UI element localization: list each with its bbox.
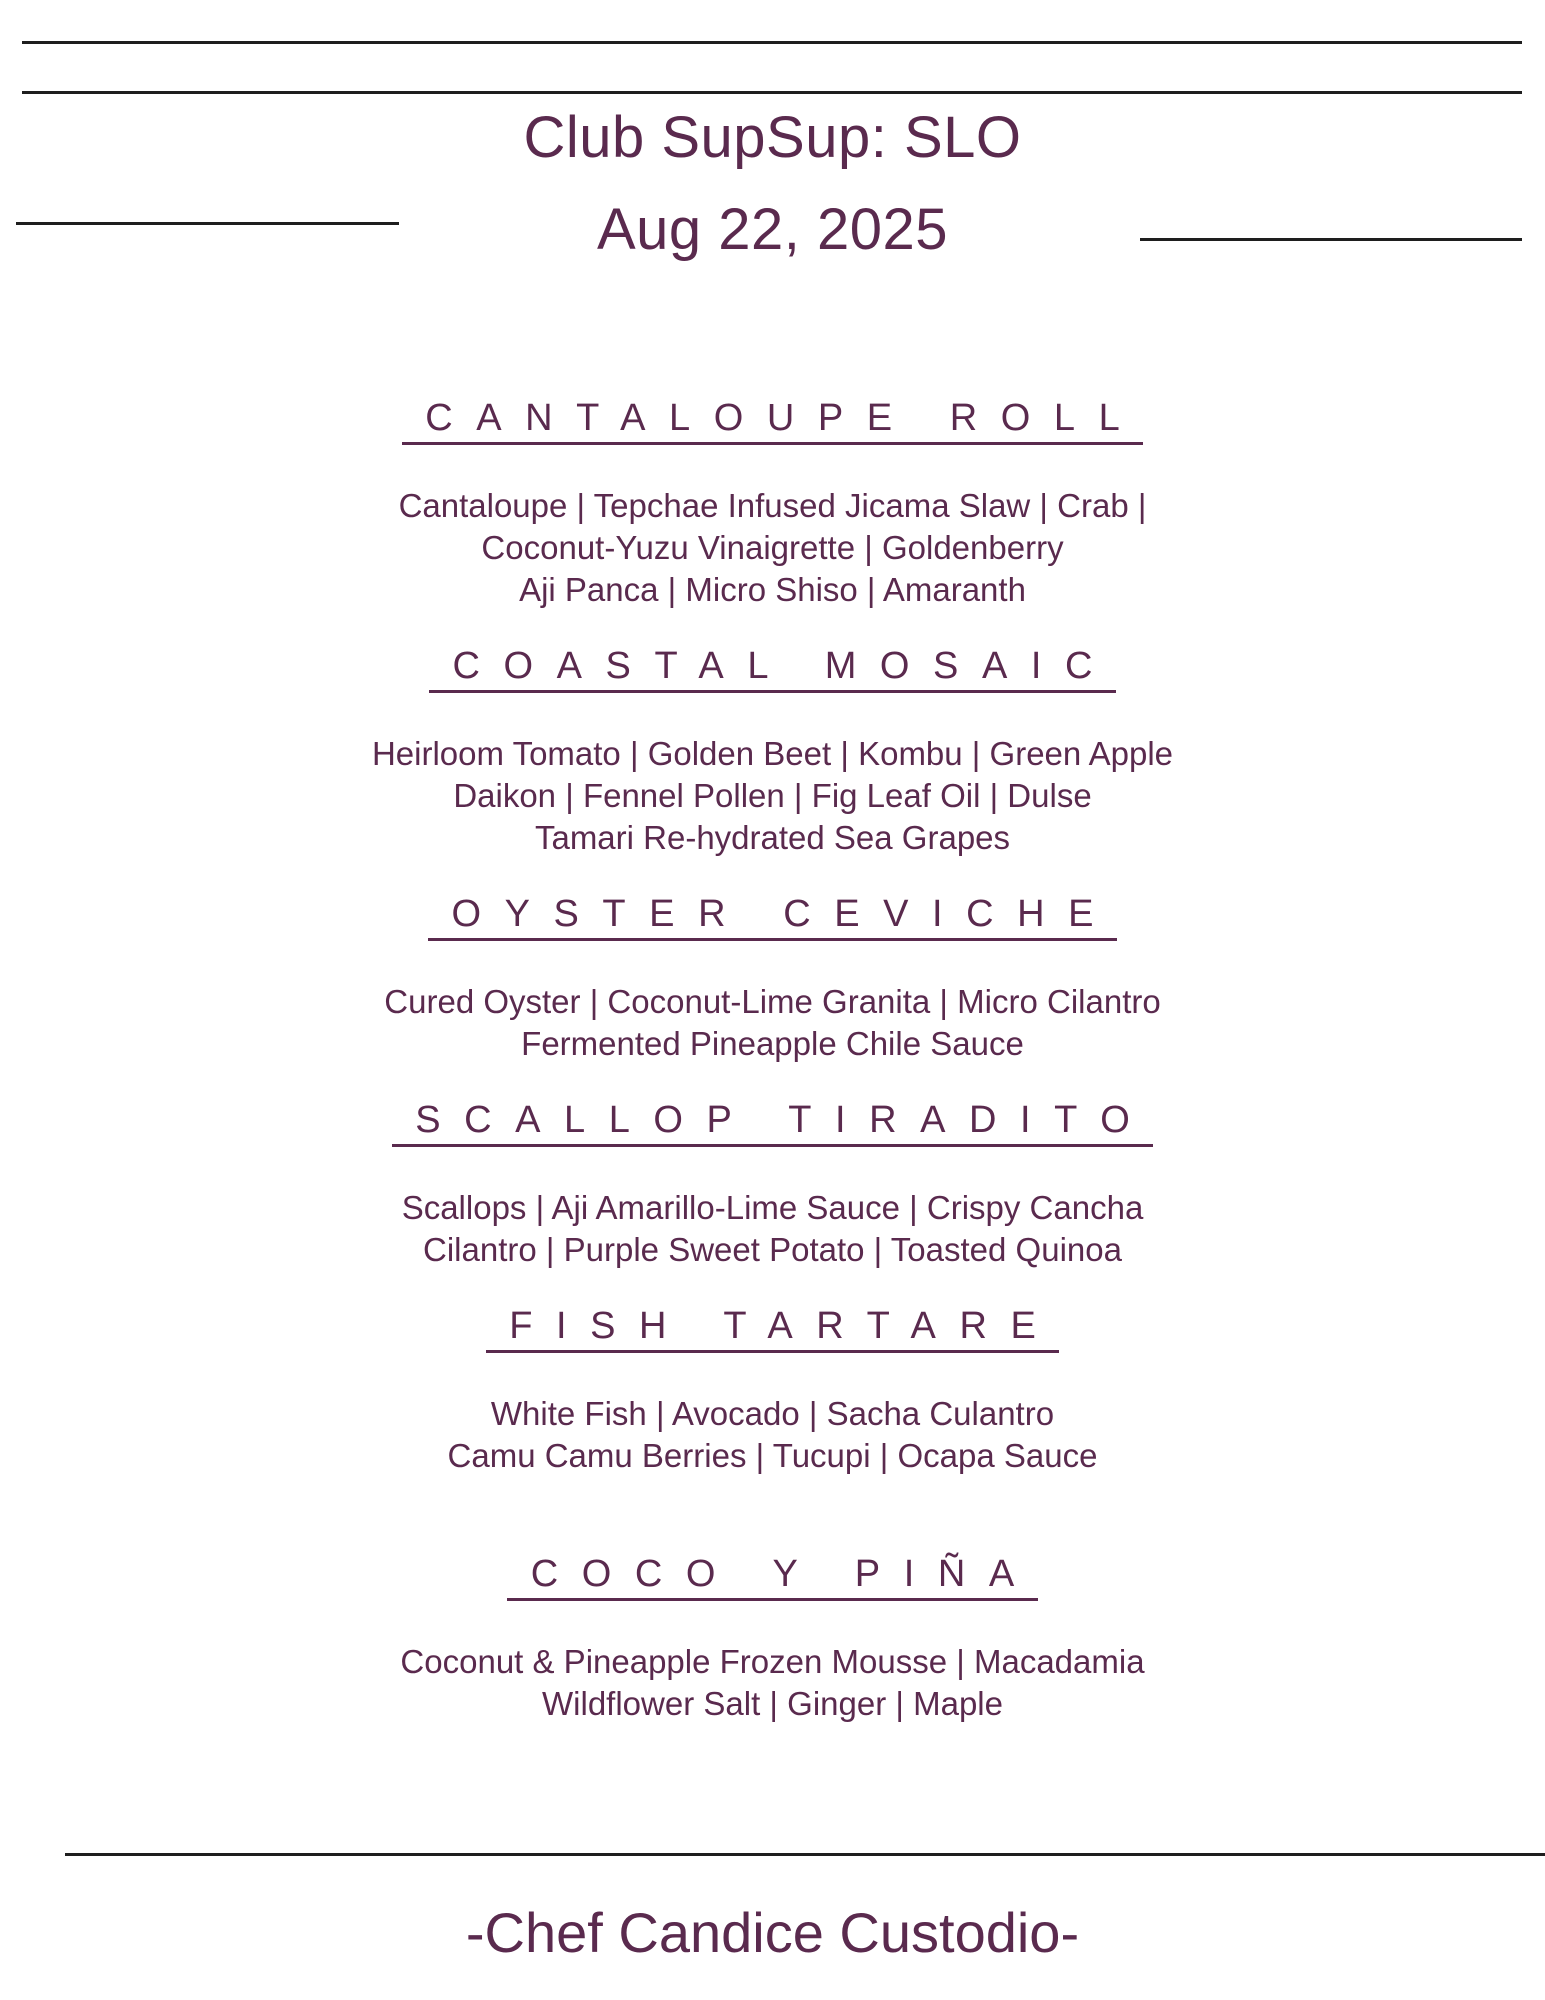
course-line: Scallops | Aji Amarillo-Lime Sauce | Crispy Cancha (401, 1188, 1144, 1226)
course-title: CANTALOUPE ROLL (402, 398, 1144, 445)
course-title: FISH TARTARE (486, 1306, 1060, 1353)
top-rule-1 (22, 41, 1522, 44)
chef-signature: -Chef Candice Custodio- (465, 1901, 1080, 1964)
course-line: Cured Oyster | Coconut-Lime Granita | Micro Cilantro (384, 982, 1161, 1020)
top-rule-2 (22, 91, 1522, 94)
course-scallop-tiradito (0, 1100, 1545, 1271)
course-fish-tartare (0, 1306, 1545, 1477)
course-line: Fermented Pineapple Chile Sauce (521, 1024, 1024, 1062)
course-coco-y-pina (0, 1554, 1545, 1725)
course-oyster-ceviche (0, 894, 1545, 1065)
course-title: COASTAL MOSAIC (429, 646, 1116, 693)
course-title: COCO Y PIÑA (507, 1554, 1038, 1601)
menu-title: Club SupSup: SLO (523, 105, 1022, 170)
course-description (0, 485, 1545, 611)
course-line: Wildflower Salt | Ginger | Maple (542, 1684, 1003, 1722)
menu-date: Aug 22, 2025 (596, 197, 949, 262)
course-description (0, 1641, 1545, 1725)
footer-rule (65, 1853, 1545, 1856)
course-line: Camu Camu Berries | Tucupi | Ocapa Sauce (447, 1436, 1098, 1474)
course-line: White Fish | Avocado | Sacha Culantro (490, 1394, 1055, 1432)
course-title: SCALLOP TIRADITO (392, 1100, 1154, 1147)
course-description (0, 733, 1545, 859)
course-line: Coconut & Pineapple Frozen Mousse | Macadamia (400, 1642, 1145, 1680)
course-line: Cilantro | Purple Sweet Potato | Toasted Quinoa (423, 1230, 1122, 1268)
course-description (0, 1393, 1545, 1477)
course-line: Tamari Re-hydrated Sea Grapes (534, 818, 1011, 856)
course-line: Cantaloupe | Tepchae Infused Jicama Slaw | Crab | (398, 486, 1147, 524)
course-description (0, 981, 1545, 1065)
course-description (0, 1187, 1545, 1271)
course-line: Coconut-Yuzu Vinaigrette | Goldenberry (481, 528, 1064, 566)
course-line: Daikon | Fennel Pollen | Fig Leaf Oil | Dulse (453, 776, 1092, 814)
course-cantaloupe-roll (0, 398, 1545, 611)
course-line: Aji Panca | Micro Shiso | Amaranth (519, 570, 1026, 608)
course-line: Heirloom Tomato | Golden Beet | Kombu | Green Apple (371, 734, 1174, 772)
course-coastal-mosaic (0, 646, 1545, 859)
course-title: OYSTER CEVICHE (428, 894, 1117, 941)
